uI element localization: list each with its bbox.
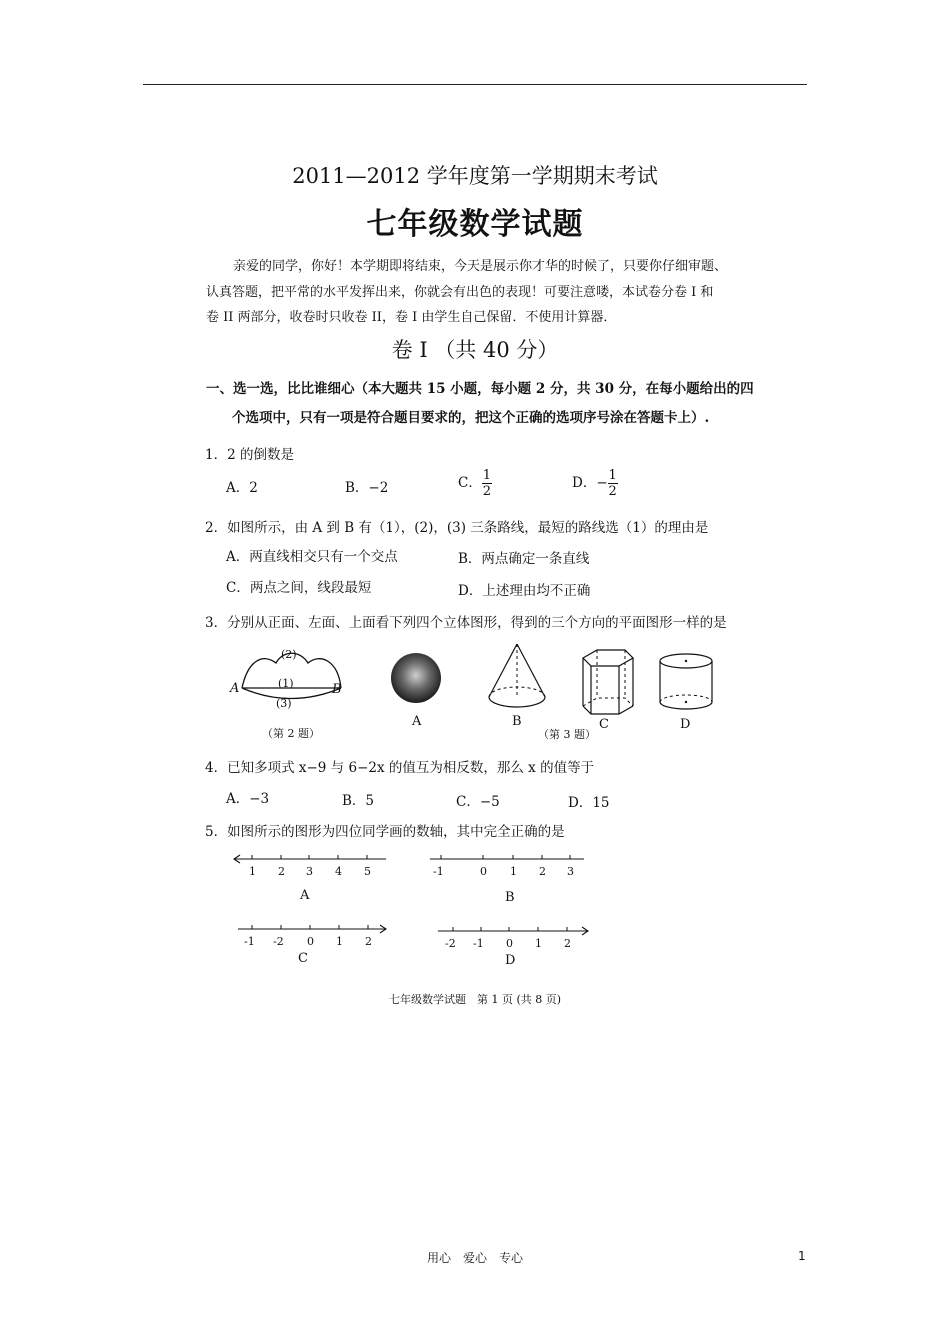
axis-d-tick-4: 1 [535,937,542,950]
fig3-option-a: A [412,714,422,729]
fig2-caption: （第 2 题） [262,727,320,740]
q1-option-c [458,468,492,499]
footer-slogan: 用心 爱心 专心 [426,1251,523,1265]
axis-c-label: C [298,951,308,966]
fig2-label-1: (1) [278,677,294,690]
fig2-label-2: (2) [281,648,297,661]
q1-option-d [572,468,618,499]
page-number: 1 [798,1249,806,1263]
axis-b-label: B [505,890,515,905]
q4-option-b: B．5 [342,793,375,809]
cylinder-icon [658,652,714,712]
fig3-caption: （第 3 题） [538,728,596,741]
number-line-c [236,922,394,936]
section-heading-line-1: 一、选一选，比比谁细心（本大题共 15 小题，每小题 2 分，共 30 分，在每小题给出的四 [206,381,754,397]
q3-stem: 3．分别从正面、左面、上面看下列四个立体图形，得到的三个方向的平面图形一样的是 [205,615,727,631]
axis-c-tick-2: -2 [273,935,284,948]
q1-c-numerator: 1 [482,468,491,483]
paper-title: 七年级数学试题 [366,207,584,242]
q1-c-denominator: 2 [482,484,491,499]
number-line-d [436,924,592,938]
axis-d-tick-3: 0 [506,937,513,950]
hexagonal-prism-icon [577,648,637,716]
q4-option-c: C．−5 [456,794,500,810]
number-line-a [232,852,388,866]
fig3-option-d: D [680,717,691,732]
exam-title: 2011—2012 学年度第一学期期末考试 [292,164,658,188]
section-title: 卷 I （共 40 分） [391,338,559,362]
axis-a-tick-3: 3 [306,865,313,878]
fig2-point-b: B [332,682,342,697]
q2-option-d: D．上述理由均不正确 [458,583,591,599]
q1-option-d-fraction [608,468,618,499]
fig3-option-c: C [599,717,609,732]
axis-a-label: A [300,888,310,903]
axis-c-tick-4: 1 [336,935,343,948]
axis-b-tick-1: -1 [433,865,444,878]
q1-option-c-prefix: C． [458,475,482,491]
header-rule [143,84,807,85]
q1-option-b: B．−2 [345,480,389,496]
sphere-icon [390,652,442,704]
q1-d-numerator: 1 [608,468,617,483]
q1-stem: 1．2 的倒数是 [205,447,294,463]
q4-option-a: A．−3 [226,791,270,807]
intro-line-2: 认真答题，把平常的水平发挥出来，你就会有出色的表现！可要注意喽，本试卷分卷 I 和 [206,285,714,300]
axis-a-tick-2: 2 [278,865,285,878]
q5-stem: 5．如图所示的图形为四位同学画的数轴，其中完全正确的是 [205,824,565,840]
fig2-point-a: A [230,681,240,696]
q4-option-d: D．15 [568,795,610,811]
page-info: 七年级数学试题 第 1 页 (共 8 页) [388,993,562,1006]
q1-d-denominator: 2 [608,484,617,499]
fig3-option-b: B [512,714,522,729]
q2-option-c: C．两点之间，线段最短 [226,580,372,596]
axis-d-label: D [505,953,516,968]
q2-option-b: B．两点确定一条直线 [458,551,590,567]
number-line-b [428,852,586,866]
axis-a-tick-4: 4 [335,865,342,878]
axis-c-tick-3: 0 [307,935,314,948]
intro-line-3: 卷 II 两部分，收卷时只收卷 II，卷 I 由学生自己保留．不使用计算器． [206,310,617,325]
axis-d-tick-2: -1 [473,937,484,950]
axis-d-tick-5: 2 [564,937,571,950]
axis-c-tick-5: 2 [365,935,372,948]
intro-line-1: 亲爱的同学，你好！本学期即将结束，今天是展示你才华的时候了，只要你仔细审题、 [233,259,728,274]
axis-b-tick-2: 0 [480,865,487,878]
q1-option-c-fraction [482,468,492,499]
axis-a-tick-1: 1 [249,865,256,878]
axis-a-tick-5: 5 [364,865,371,878]
q2-stem: 2．如图所示，由 A 到 B 有（1），(2)，(3) 三条路线，最短的路线选（1）的理由是 [205,520,709,536]
axis-b-tick-4: 2 [539,865,546,878]
axis-d-tick-1: -2 [445,937,456,950]
q1-option-d-prefix: D．− [572,475,608,491]
q4-stem: 4．已知多项式 x−9 与 6−2x 的值互为相反数，那么 x 的值等于 [205,760,595,776]
axis-b-tick-5: 3 [567,865,574,878]
axis-c-tick-1: -1 [244,935,255,948]
axis-b-tick-3: 1 [510,865,517,878]
fig2-label-3: (3) [276,697,292,710]
q1-option-a: A．2 [226,480,258,496]
cone-icon [486,642,548,714]
section-heading-line-2: 个选项中，只有一项是符合题目要求的，把这个正确的选项序号涂在答题卡上）. [232,410,710,426]
q2-option-a: A．两直线相交只有一个交点 [226,549,398,565]
